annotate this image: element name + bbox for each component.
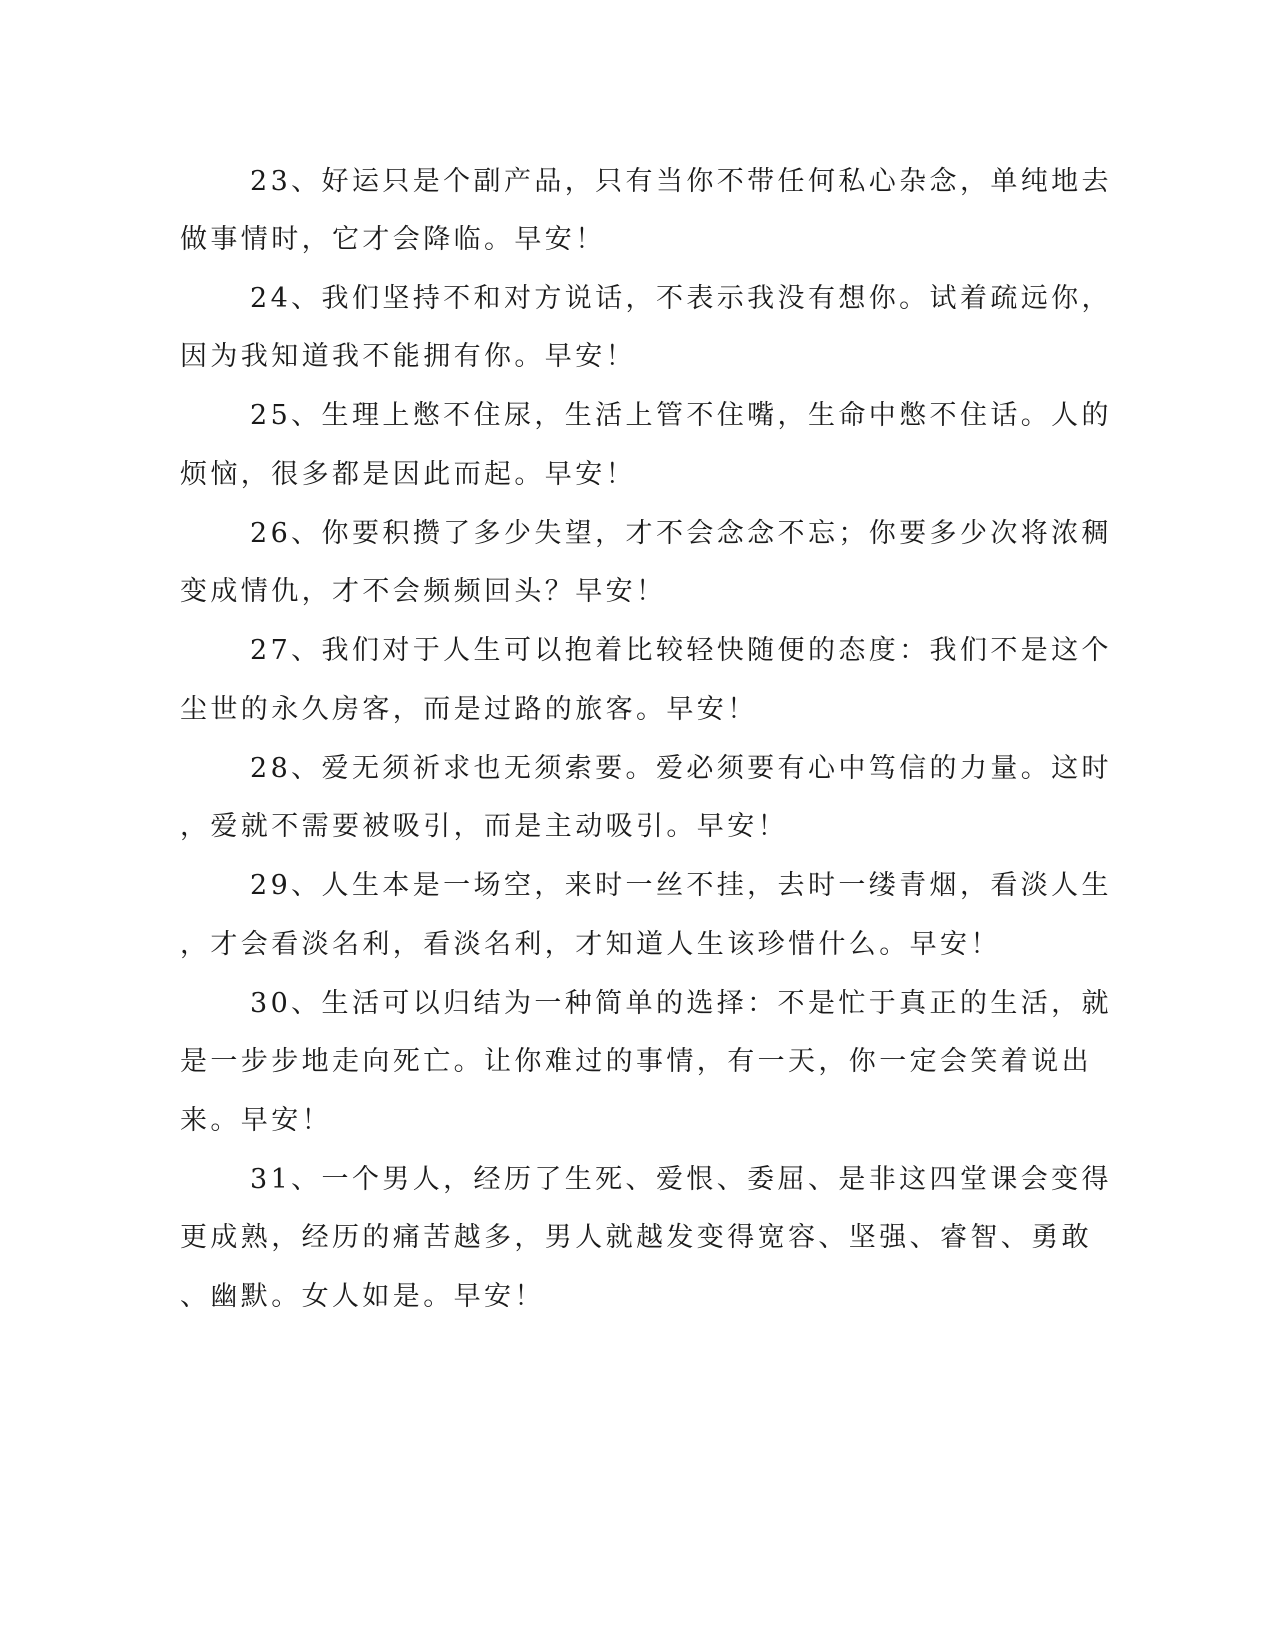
paragraph-24-line-2: 因为我知道我不能拥有你。早安！ [180, 341, 636, 372]
paragraph-23-line-2: 做事情时，它才会降临。早安！ [180, 224, 606, 255]
paragraph-29-line-1: 29、人生本是一场空，来时一丝不挂，去时一缕青烟，看淡人生 [250, 870, 1112, 901]
paragraph-25-line-2: 烦恼，很多都是因此而起。早安！ [180, 459, 636, 490]
paragraph-30-line-3: 来。早安！ [180, 1105, 332, 1136]
paragraph-29-line-2: ，才会看淡名利，看淡名利，才知道人生该珍惜什么。早安！ [180, 929, 1001, 960]
paragraph-27-line-2: 尘世的永久房客，而是过路的旅客。早安！ [180, 694, 758, 725]
paragraph-28-line-1: 28、爱无须祈求也无须索要。爱必须要有心中笃信的力量。这时 [250, 753, 1112, 784]
paragraph-28-line-2: ，爱就不需要被吸引，而是主动吸引。早安！ [180, 811, 788, 842]
paragraph-27-line-1: 27、我们对于人生可以抱着比较轻快随便的态度：我们不是这个 [250, 635, 1112, 666]
paragraph-31-line-2: 更成熟，经历的痛苦越多，男人就越发变得宽容、坚强、睿智、勇敢 [180, 1222, 1092, 1253]
paragraph-31-line-3: 、幽默。女人如是。早安！ [180, 1281, 545, 1312]
paragraph-23-line-1: 23、好运只是个副产品，只有当你不带任何私心杂念，单纯地去 [250, 166, 1112, 197]
paragraph-26-line-1: 26、你要积攒了多少失望，才不会念念不忘；你要多少次将浓稠 [250, 518, 1112, 549]
paragraph-30-line-1: 30、生活可以归结为一种简单的选择：不是忙于真正的生活，就 [250, 988, 1112, 1019]
paragraph-30-line-2: 是一步步地走向死亡。让你难过的事情，有一天，你一定会笑着说出 [180, 1046, 1092, 1077]
paragraph-25-line-1: 25、生理上憋不住尿，生活上管不住嘴，生命中憋不住话。人的 [250, 400, 1112, 431]
paragraph-24-line-1: 24、我们坚持不和对方说话，不表示我没有想你。试着疏远你， [250, 283, 1112, 314]
paragraph-26-line-2: 变成情仇，才不会频频回头？早安！ [180, 576, 667, 607]
paragraph-31-line-1: 31、一个男人，经历了生死、爱恨、委屈、是非这四堂课会变得 [250, 1164, 1112, 1195]
